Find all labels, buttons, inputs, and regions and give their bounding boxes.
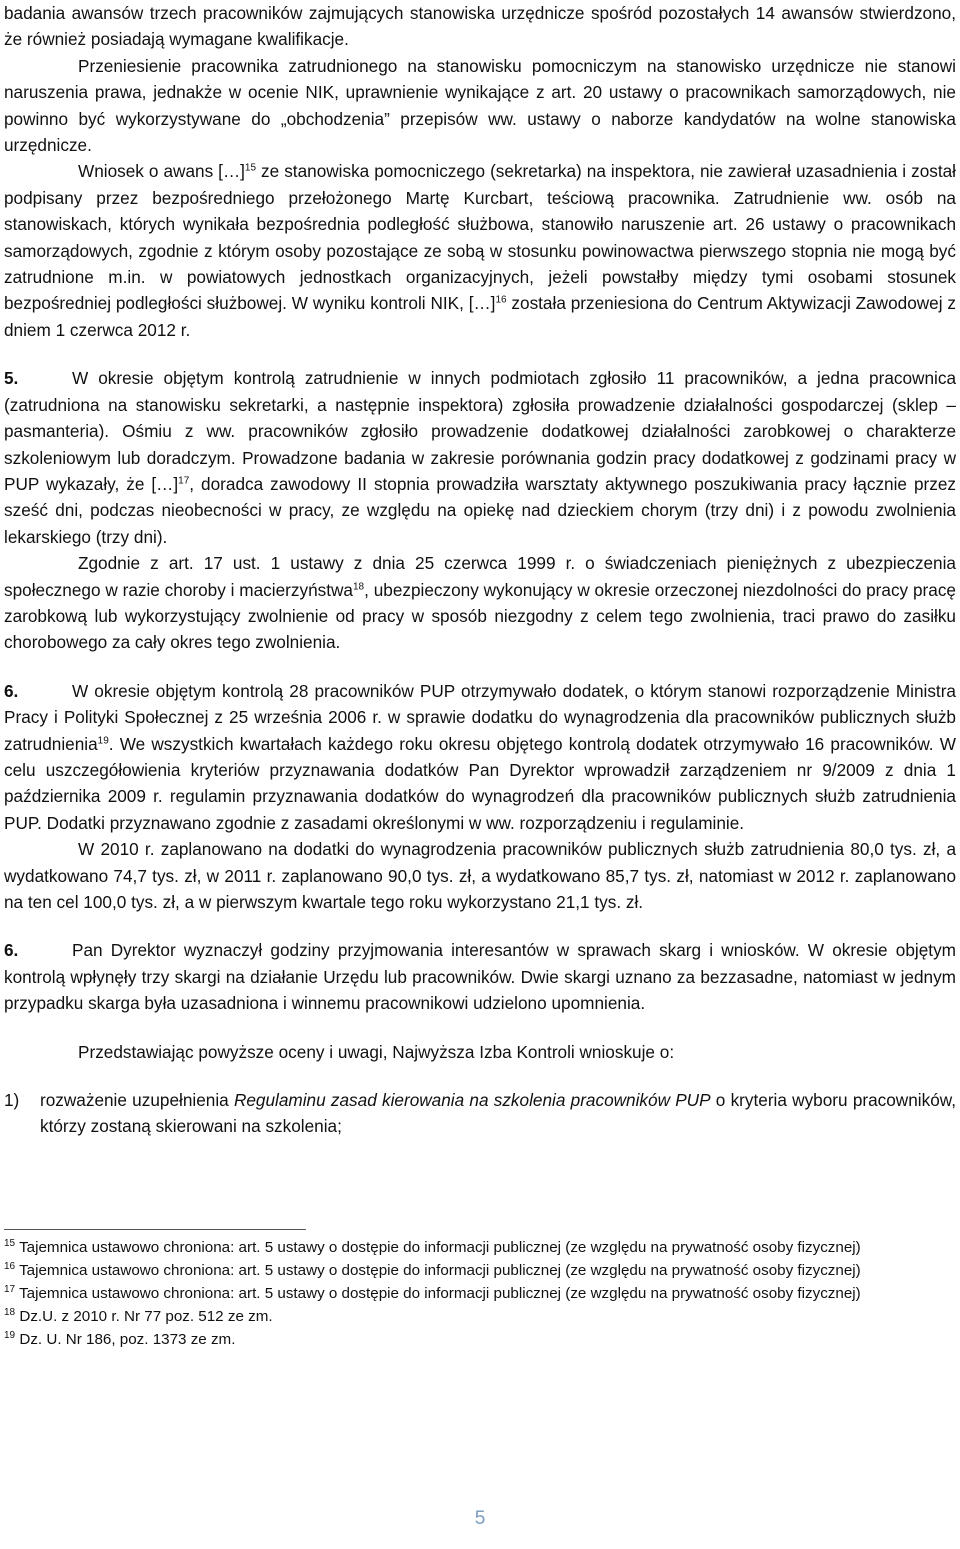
footnote <box>4 1282 956 1305</box>
paragraph-awanse: badania awansów trzech pracowników zajmujących stanowiska urzędnicze spośród pozostałych 14 awansów stwierdzono, że również posiadają wymagane kwalifikacje. <box>4 3 956 50</box>
section-number: 5. <box>4 368 19 389</box>
section-number: 6. <box>4 680 19 701</box>
footnotes <box>4 1236 956 1351</box>
footnote-number: 17 <box>4 1283 16 1295</box>
spacer <box>4 915 956 937</box>
document-page <box>4 0 957 1348</box>
text-segment: W okresie objętym kontrolą 28 pracowników PUP otrzymywało dodatek, o którym stanowi rozporządzenie Ministra Pracy i Polityki Społecznej z 25 września 2006 r. w sprawie dodatku do wynagrodzenia dla pracowników publicznych służb zatrudnienia <box>4 680 956 754</box>
text-segment: została przeniesiona do Centrum Aktywizacji Zawodowej z dniem 1 czerwca 2012 r. <box>4 293 956 340</box>
list-item-label: 1) <box>4 1090 20 1111</box>
list-item-text <box>40 1087 956 1140</box>
section-6-paragraph-2: W 2010 r. zaplanowano na dodatki do wynagrodzenia pracowników publicznych służb zatrudnienia 80,0 tys. zł, a wydatkowano 74,7 tys. zł, w 2011 r. zaplanowano 90,0 tys. zł, a wydatkowano 85,7 tys. zł, natomiast w 2012 r. zaplanowano na ten cel 100,0 tys. zł, a w pierwszym kwartale tego roku wykorzystano 21,1 tys. zł. <box>4 839 956 912</box>
paragraph-wniosek-o-awans <box>4 158 956 343</box>
section-5-paragraph <box>4 365 956 550</box>
footnote-ref-16: 16 <box>495 294 507 306</box>
footnote-separator <box>4 1229 306 1230</box>
text-segment: , doradca zawodowy II stopnia prowadziła warsztaty aktywnego poszukiwania pracy łącznie przez sześć dni, podczas nieobecności w pracy, ze względu na opiekę nad dzieckiem chorym (trzy dni) i z powodu zwolnienia lekarskiego (trzy dni). <box>4 473 957 547</box>
conclusions-intro: Przedstawiając powyższe oceny i uwagi, Najwyższa Izba Kontroli wnioskuje o: <box>78 1041 675 1062</box>
footnote-text: Dz. U. Nr 186, poz. 1373 ze zm. <box>15 1331 236 1348</box>
spacer <box>4 343 956 365</box>
footnote-number: 15 <box>4 1237 16 1249</box>
regulation-title: Regulaminu zasad kierowania na szkolenia pracowników PUP <box>233 1090 711 1111</box>
conclusion-item-1 <box>4 1087 956 1140</box>
footnote-text: Dz.U. z 2010 r. Nr 77 poz. 512 ze zm. <box>15 1308 273 1325</box>
paragraph-przeniesienie: Przeniesienie pracownika zatrudnionego na stanowisku pomocniczym na stanowisko urzędnicze nie stanowi naruszenia prawa, jednakże w ocenie NIK, uprawnienie wynikające z art. 20 ustawy o pracownikach samorządowych, nie powinno być wykorzystywane do „obchodzenia” przepisów ww. ustawy o naborze kandydatów na wolne stanowiska urzędnicze. <box>4 55 956 156</box>
text-segment: Zgodnie z art. 17 ust. 1 ustawy z dnia 25 czerwca 1999 r. o świadczeniach pieniężnych z ubezpieczenia społecznego w razie choroby i macierzyństwa <box>4 553 956 600</box>
text-segment: , ubezpieczony wykonujący w okresie orzeczonej niezdolności do pracy pracę zarobkową lub wykorzystujący zwolnienie od pracy w sposób niezgodny z celem tego zwolnienia, traci prawo do zasiłku chorobowego za cały okres tego zwolnienia. <box>4 579 956 653</box>
footnote-ref-19: 19 <box>97 734 109 746</box>
section-number: 6. <box>4 940 19 961</box>
page-number: 5 <box>474 1508 486 1529</box>
footnote-number: 18 <box>4 1306 16 1318</box>
text-segment: o kryteria wyboru pracowników, którzy zostaną skierowani na szkolenia; <box>40 1090 956 1137</box>
footnote-text: Tajemnica ustawowo chroniona: art. 5 ustawy o dostępie do informacji publicznej (ze względu na prywatność osoby fizycznej) <box>15 1285 861 1302</box>
footnote <box>4 1328 956 1351</box>
text-segment: . We wszystkich kwartałach każdego roku okresu objętego kontrolą dodatek otrzymywało 16 pracowników. W celu uszczegółowienia kryteriów przyznawania dodatków Pan Dyrektor wprowadził zarządzeniem nr 9/2009 z dnia 1 października 2009 r. regulamin przyznawania dodatków do wynagrodzeń dla pracowników publicznych służb zatrudnienia PUP. Dodatki przyznawano zgodnie z zasadami określonymi w ww. rozporządzeniu i regulaminie. <box>4 733 956 833</box>
text-segment: Wniosek o awans […] <box>78 161 245 182</box>
footnote <box>4 1259 956 1282</box>
footnote-text: Tajemnica ustawowo chroniona: art. 5 ustawy o dostępie do informacji publicznej (ze względu na prywatność osoby fizycznej) <box>15 1239 861 1256</box>
footnote <box>4 1236 956 1259</box>
text-segment: rozważenie uzupełnienia <box>40 1090 234 1111</box>
footnote-ref-17: 17 <box>178 475 190 487</box>
footnote-number: 19 <box>4 1329 16 1341</box>
text-segment: W okresie objętym kontrolą zatrudnienie w innych podmiotach zgłosiło 11 pracowników, a jedna pracownica (zatrudniona na stanowisku sekretarki, a następnie inspektora) zgłosiła prowadzenie działalności gospodarczej (sklep – pasmanteria). Ośmiu z ww. pracowników zgłosiło prowadzenie dodatkowej działalności zarobkowej o charakterze szkoleniowym lub doradczym. Prowadzone badania w zakresie porównania godzin pracy dodatkowej z godzinami pracy w PUP wykazały, że […] <box>4 368 956 494</box>
section-6-paragraph <box>4 678 956 836</box>
footnote-text: Tajemnica ustawowo chroniona: art. 5 ustawy o dostępie do informacji publicznej (ze względu na prywatność osoby fizycznej) <box>15 1262 861 1279</box>
footnote-number: 16 <box>4 1260 16 1272</box>
text-segment: ze stanowiska pomocniczego (sekretarka) na inspektora, nie zawierał uzasadnienia i został podpisany przez bezpośredniego przełożonego Martę Kurcbart, teściową pracownika. Zatrudnienie ww. osób na stanowiskach, których wynikała bezpośrednia podległość służbowa, stanowiło naruszenie art. 26 ustawy o pracownikach samorządowych, zgodnie z którym osoby pozostające ze sobą w stosunku powinowactwa pierwszego stopnia nie mogą być zatrudnione m.in. w powiatowych jednostkach organizacyjnych, jeżeli powstałby między tymi osobami stosunek bezpośredniej podległości służbowej. W wyniku kontroli NIK, […] <box>4 161 957 314</box>
section-5-paragraph-2 <box>4 550 956 656</box>
footnote-ref-15: 15 <box>244 162 257 174</box>
spacer <box>4 1065 956 1087</box>
footnote-ref-18: 18 <box>352 580 365 592</box>
spacer <box>4 656 956 678</box>
section-6b-paragraph <box>4 937 956 1016</box>
text-segment: Pan Dyrektor wyznaczył godziny przyjmowania interesantów w sprawach skarg i wniosków. W okresie objętym kontrolą wpłynęły trzy skargi na działanie Urzędu lub pracowników. Dwie skargi uznano za bezzasadne, natomiast w jednym przypadku skarga była uzasadniona i winnemu pracownikowi udzielono upomnienia. <box>4 940 956 1014</box>
spacer <box>4 1017 956 1039</box>
footnote <box>4 1305 956 1328</box>
